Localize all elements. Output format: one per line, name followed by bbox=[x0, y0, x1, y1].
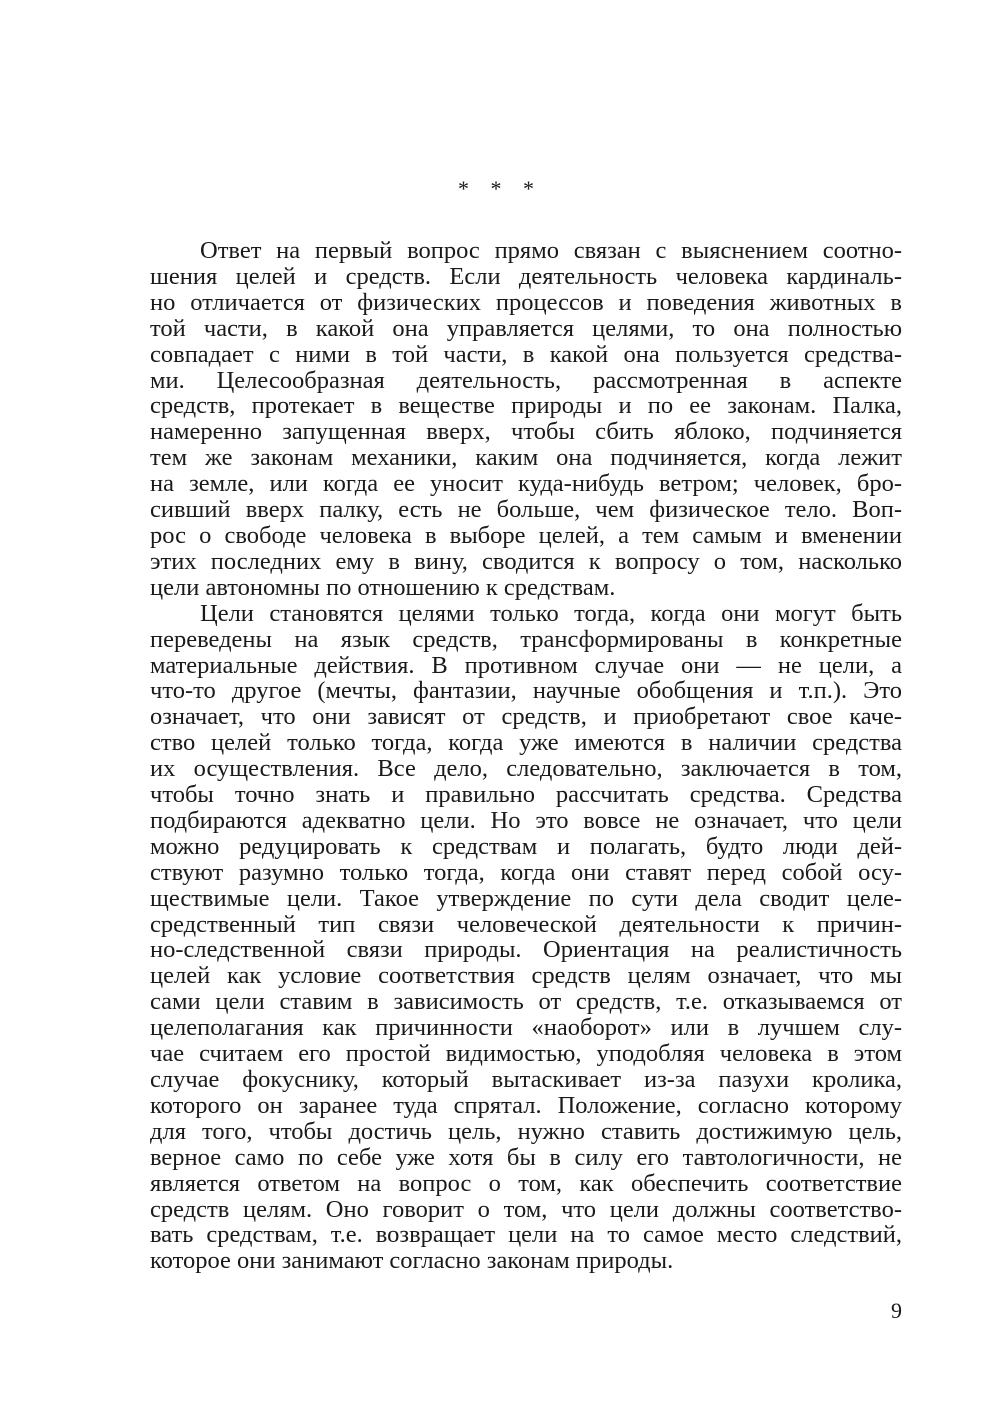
text-line: можно редуцировать к средствам и полагать, будто люди дей- bbox=[150, 832, 902, 860]
text-line: которое они занимают согласно законам природы. bbox=[150, 1247, 674, 1275]
text-line: средств целям. Оно говорит о том, что цели должны соответство- bbox=[150, 1195, 902, 1223]
text-line: этих последних ему в вину, сводится к вопросу о том, насколько bbox=[150, 547, 902, 575]
text-line: подбираются адекватно цели. Но это вовсе не означает, что цели bbox=[150, 806, 902, 834]
text-line: ми. Целесообразная деятельность, рассмотренная в аспекте bbox=[150, 366, 902, 394]
text-line: вать средствам, т.е. возвращает цели на то самое место следствий, bbox=[150, 1221, 902, 1249]
text-line: тем же законам механики, каким она подчиняется, когда лежит bbox=[150, 444, 902, 472]
text-line: что-то другое (мечты, фантазии, научные обобщения и т.п.). Это bbox=[150, 677, 902, 705]
text-line: чтобы точно знать и правильно рассчитать средства. Средства bbox=[150, 781, 902, 809]
page-number: 9 bbox=[891, 1298, 902, 1323]
text-line: которого он заранее туда спрятал. Положение, согласно которому bbox=[150, 1091, 902, 1119]
text-line: Цели становятся целями только тогда, когда они могут быть bbox=[200, 599, 902, 627]
paragraph bbox=[150, 238, 902, 601]
text-line: намеренно запущенная вверх, чтобы сбить яблоко, подчиняется bbox=[150, 418, 902, 446]
text-line: на земле, или когда ее уносит куда-нибудь ветром; человек, бро- bbox=[150, 470, 902, 498]
text-line: шения целей и средств. Если деятельность человека кардиналь- bbox=[150, 262, 902, 290]
text-line: рос о свободе человека в выборе целей, а тем самым и вменении bbox=[150, 521, 902, 549]
text-line: ство целей только тогда, когда уже имеются в наличии средства bbox=[150, 729, 902, 757]
text-line: материальные действия. В противном случае они — не цели, а bbox=[150, 651, 902, 679]
text-line: чае считаем его простой видимостью, уподобляя человека в этом bbox=[150, 1040, 902, 1068]
text-line: сивший вверх палку, есть не больше, чем физическое тело. Воп- bbox=[150, 496, 902, 524]
text-line: означает, что они зависят от средств, и приобретают свое каче- bbox=[150, 703, 902, 731]
text-line: ществимые цели. Такое утверждение по сути дела сводит целе- bbox=[150, 884, 902, 912]
text-line: цели автономны по отношению к средствам. bbox=[150, 573, 616, 601]
text-line: средственный тип связи человеческой деятельности к причин- bbox=[150, 910, 902, 938]
text-line: их осуществления. Все дело, следовательно, заключается в том, bbox=[150, 755, 902, 783]
text-line: совпадает с ними в той части, в какой она пользуется средства- bbox=[150, 340, 902, 368]
paragraph bbox=[150, 601, 902, 1275]
text-line: для того, чтобы достичь цель, нужно ставить достижимую цель, bbox=[150, 1117, 902, 1145]
section-separator: * * * bbox=[458, 176, 542, 201]
text-line: переведены на язык средств, трансформированы в конкретные bbox=[150, 625, 902, 653]
text-line: сами цели ставим в зависимость от средств, т.е. отказываемся от bbox=[150, 988, 902, 1016]
text-line: средств, протекает в веществе природы и по ее законам. Палка, bbox=[150, 392, 902, 420]
text-line: является ответом на вопрос о том, как обеспечить соответствие bbox=[150, 1169, 902, 1197]
body-text bbox=[150, 238, 902, 1274]
text-line: верное само по себе уже хотя бы в силу его тавтологичности, не bbox=[150, 1143, 902, 1171]
text-line: но-следственной связи природы. Ориентация на реалистичность bbox=[150, 936, 902, 964]
text-line: случае фокуснику, который вытаскивает из-за пазухи кролика, bbox=[150, 1066, 902, 1093]
text-line: целей как условие соответствия средств целям означает, что мы bbox=[150, 962, 902, 990]
text-line: целеполагания как причинности «наоборот» или в лучшем слу- bbox=[150, 1014, 902, 1042]
text-line: Ответ на первый вопрос прямо связан с выяснением соотно- bbox=[200, 237, 902, 264]
text-line: той части, в какой она управляется целями, то она полностью bbox=[150, 314, 902, 342]
text-line: но отличается от физических процессов и поведения животных в bbox=[150, 288, 902, 316]
text-line: ствуют разумно только тогда, когда они ставят перед собой осу- bbox=[150, 858, 902, 886]
